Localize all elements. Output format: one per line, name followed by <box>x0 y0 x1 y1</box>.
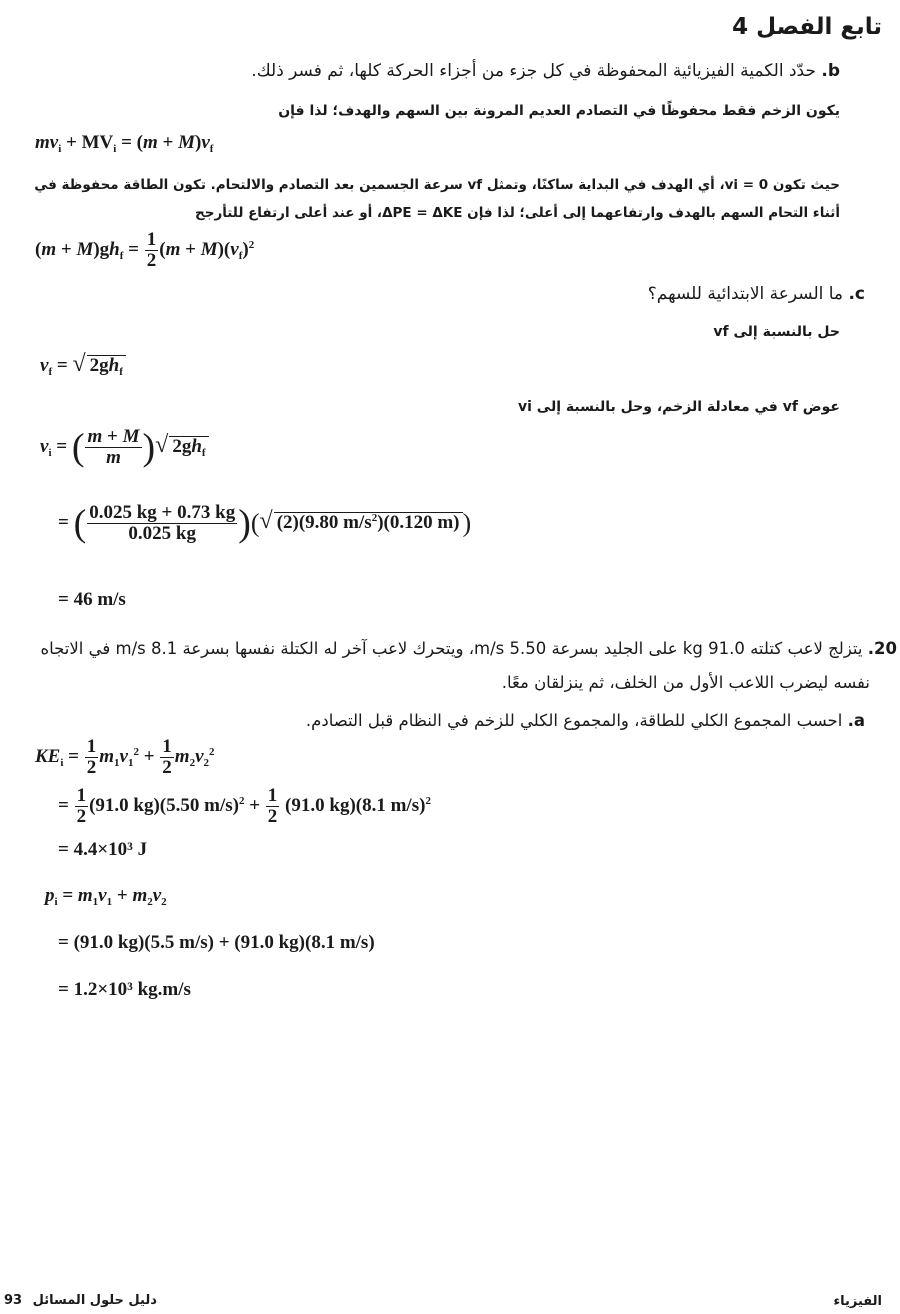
momentum-substitution: = (91.0 kg)(5.5 m/s) + (91.0 kg)(8.1 m/s) <box>58 932 375 953</box>
part-b-label: b. <box>821 61 840 81</box>
problem-20-line-2: نفسه ليضرب اللاعب الأول من الخلف، ثم ينزلقان معًا. <box>501 673 870 692</box>
footer-guide-title: دليل حلول المسائل <box>32 1293 157 1308</box>
part-b-question-text: حدّد الكمية الفيزيائية المحفوظة في كل جزء من أجزاء الحركة كلها، ثم فسر ذلك. <box>251 61 816 81</box>
part-b-question <box>251 61 840 81</box>
ke-result: = 4.4×10³ J <box>58 839 148 860</box>
problem-20-text-1: يتزلج لاعب كتلته 91.0 kg على الجليد بسرعة 5.50 m/s، ويتحرك لاعب آخر له الكتلة نفسها بسرعة 8.1 m/s في الاتجاه <box>40 639 863 658</box>
ke-formula: $KE_i$ = $\frac{1}{2}$ $m_1v_1^2$ + $\frac{1}{2}$ $m_2v_2^2$ <box>35 736 215 778</box>
part-a-text: احسب المجموع الكلي للطاقة، والمجموع الكلي للزخم في النظام قبل التصادم. <box>305 711 843 730</box>
energy-equation: $(m + M)gh_f$ = $\frac{1}{2}$ $(m + M)(v_f)^2$ <box>35 229 255 271</box>
vi-result: = 46 m/s <box>58 589 126 610</box>
part-c-step-2: عوض vf في معادلة الزخم، وحل بالنسبة إلى vi <box>517 399 840 415</box>
problem-20-line-1 <box>40 639 897 658</box>
ke-substitution: = $\frac{1}{2}$ (91.0 kg)(5.50 m/s)$^2$ + $\frac{1}{2}$ (91.0 kg)(8.1 m/s)$^2$ <box>58 785 431 827</box>
footer-page-info <box>4 1293 157 1308</box>
part-c-question-text: ما السرعة الابتدائية للسهم؟ <box>647 284 844 304</box>
part-b-answer-line-2: حيث تكون vi = 0، أي الهدف في البداية ساكنًا، وتمثل vf سرعة الجسمين بعد التصادم والالتحام. تكون الطاقة محفوظة في <box>34 177 840 193</box>
momentum-formula: $p_i = m_1v_1 + m_2v_2$ <box>45 885 167 908</box>
part-c-label: c. <box>848 284 865 304</box>
vi-equation: $v_i$ = ( $\frac{m + M}{m}$ )√ $2gh_f$ <box>40 427 209 468</box>
chapter-heading: تابع الفصل 4 <box>732 14 882 40</box>
footer-page-number: 93 <box>4 1293 23 1308</box>
momentum-result: = 1.2×10³ kg.m/s <box>58 979 191 1000</box>
vi-substitution: = ( $\frac{0.025 kg + 0.73 kg}{0.025 kg}$ )(√ (2)(9.80 $m/s^2)(0.120$ m) ) <box>58 502 472 545</box>
problem-20-number: 20. <box>867 639 897 658</box>
part-b-answer-line-1: يكون الزخم فقط محفوظًا في التصادم العديم المرونة بين السهم والهدف؛ لذا فإن <box>278 103 840 119</box>
footer-subject: الفيزياء <box>833 1294 882 1309</box>
part-c-question <box>648 284 865 304</box>
vf-equation: $v_f$ = √ $2gh_f$ <box>40 352 126 378</box>
momentum-equation: $mv_i + MV_i = (m + M)v_f$ <box>35 132 214 155</box>
part-c-step-1: حل بالنسبة إلى vf <box>713 324 840 340</box>
part-a-label: a. <box>847 711 865 730</box>
problem-20-part-a <box>306 711 865 730</box>
part-b-answer-line-3: أثناء التحام السهم بالهدف وارتفاعهما إلى أعلى؛ لذا فإن ΔPE = ΔKE، أو عند أعلى ارتفاع للتأرجح <box>195 205 840 221</box>
